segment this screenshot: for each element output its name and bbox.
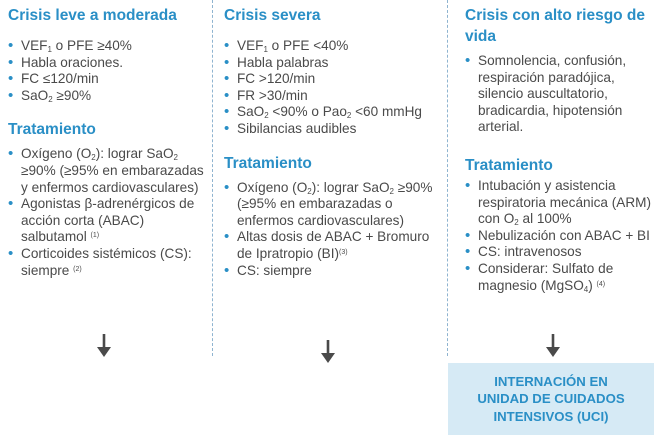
criteria-list [465,53,655,136]
treatment-oxygen: • Oxígeno $(O_2)$: lograr SaO$_2$ ≥90% (≥95% en embarazadas y enfermos cardiovasculares) [8,146,204,196]
criteria-sao2: • SaO$_2$ ≥90% [8,88,204,105]
criteria-fc: • FC >120/min [224,71,440,88]
treatment-magnesium: • Considerar: Sulfato de magnesio (MgSO$_4$) $^{(4)}$ [465,261,655,294]
column-divider-left [212,0,213,356]
arrow-down-icon [318,340,338,364]
treatment-abac: • Agonistas β-adrenérgicos de acción corta (ABAC) salbutamol $^{(1)}$ [8,196,204,246]
criteria-list [224,38,440,138]
criteria-list [8,38,204,104]
criteria-sao2: • SaO$_2$ <90% o Pao$_2$ <60 mmHg [224,104,440,121]
treatment-title: Tratamiento [224,154,312,172]
treatment-cs: • CS: siempre [224,263,440,280]
column-title: Crisis con alto riesgo de vida [465,7,646,45]
column-severe [224,0,440,279]
treatment-list [8,146,204,279]
criteria-speech: • Habla palabras [224,55,440,72]
criteria-fr: • FR >30/min [224,88,440,105]
criteria-wheeze: • Sibilancias audibles [224,121,440,138]
criteria-speech: • Habla oraciones. [8,55,204,72]
treatment-title: Tratamiento [8,121,96,139]
criteria-fc: • FC ≤120/min [8,71,204,88]
treatment-cs: • Corticoides sistémicos (CS): siempre $^{(2)}$ [8,246,204,279]
treatment-abac: • Altas dosis de ABAC + Bromuro de Ipratropio (BI)$^{(3)}$ [224,229,440,262]
criteria-vef: • $VEF_1$ o PFE ≥40% [8,38,204,55]
treatment-title: Tratamiento [465,156,553,174]
treatment-intubation: • Intubación y asistencia respiratoria mecánica (ARM) con $O_2$ al 100% [465,178,655,228]
icu-admission-box [448,363,654,435]
column-title: Crisis severa [224,7,321,24]
criteria-signs: • Somnolencia, confusión, respiración paradójica, silencio auscultatorio, bradicardia, hipotensión arterial. [465,53,655,136]
arrow-down-icon [543,334,563,358]
column-mild-moderate [8,0,204,279]
icu-admission-label: INTERNACIÓN EN UNIDAD DE CUIDADOS INTENSIVOS (UCI) [477,373,625,424]
treatment-list [224,180,440,280]
column-divider-right [447,0,448,356]
criteria-vef: • $VEF_1$ o PFE <40% [224,38,440,55]
treatment-oxygen: • Oxígeno $(O_2)$: lograr SaO$_2$ ≥90% (≥95% en embarazadas o enfermos cardiovasculares) [224,180,440,230]
arrow-down-icon [94,334,114,358]
column-title: Crisis leve a moderada [8,7,177,24]
treatment-list [465,178,655,294]
treatment-cs: • CS: intravenosos [465,244,655,261]
column-high-risk [465,0,655,294]
treatment-nebulization: • Nebulización con ABAC + BI [465,228,655,245]
